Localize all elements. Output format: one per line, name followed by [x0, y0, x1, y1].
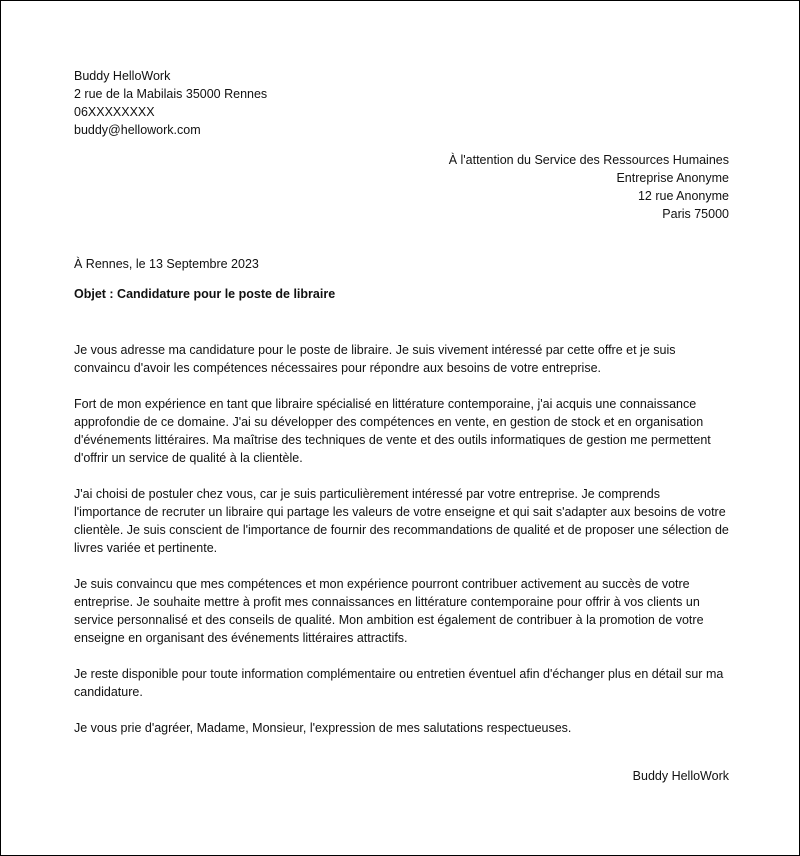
sender-name: Buddy HelloWork: [74, 69, 171, 83]
sender-phone: 06XXXXXXXX: [74, 105, 155, 119]
closing-paragraph: Je vous prie d'agréer, Madame, Monsieur, l'expression de mes salutations respectueuses.: [74, 721, 572, 735]
sender-email: buddy@hellowork.com: [74, 123, 201, 137]
recipient-attention: À l'attention du Service des Ressources Humaines: [448, 153, 729, 167]
recipient-company: Entreprise Anonyme: [616, 171, 729, 185]
body-paragraph-5: Je reste disponible pour toute information complémentaire ou entretien éventuel afin d'échanger plus en détail sur ma candidature.: [74, 667, 724, 699]
body-paragraph-3: J'ai choisi de postuler chez vous, car je suis particulièrement intéressé par votre entreprise. Je comprends l'importance de recruter un libraire qui partage les valeurs de votre enseigne et qui sait s'adapter aux besoins de votre clientèle. Je suis conscient de l'importance de fournir des recommandations de qualité et de proposer une sélection de livres variée et pertinente.: [74, 487, 729, 555]
sender-address: 2 rue de la Mabilais 35000 Rennes: [74, 87, 268, 101]
signature: Buddy HelloWork: [632, 769, 729, 783]
date-line: À Rennes, le 13 Septembre 2023: [74, 257, 259, 271]
recipient-block: [74, 151, 729, 223]
body-paragraph-2: Fort de mon expérience en tant que libraire spécialisé en littérature contemporaine, j'ai acquis une connaissance approfondie de ce domaine. J'ai su développer des compétences en vente, en gestion de stock et en organisation d'événements littéraires. Ma maîtrise des techniques de vente et des outils informatiques de gestion me permettent d'offrir un service de qualité à la clientèle.: [74, 397, 711, 465]
body-paragraph-4: Je suis convaincu que mes compétences et mon expérience pourront contribuer activement au succès de votre entreprise. Je souhaite mettre à profit mes connaissances en littérature contemporaine pour offrir à vos clients un service personnalisé et des conseils de qualité. Mon ambition est également de contribuer à la promotion de votre enseigne en organisant des événements littéraires attractifs.: [74, 577, 704, 645]
sender-block: [74, 67, 729, 139]
recipient-city: Paris 75000: [662, 207, 729, 221]
body-paragraph-1: Je vous adresse ma candidature pour le poste de libraire. Je suis vivement intéressé par cette offre et je suis convaincu d'avoir les compétences nécessaires pour répondre aux besoins de votre entreprise.: [74, 343, 676, 375]
subject-line: Objet : Candidature pour le poste de libraire: [74, 287, 336, 301]
letter-content: [74, 67, 729, 785]
recipient-street: 12 rue Anonyme: [637, 189, 729, 203]
